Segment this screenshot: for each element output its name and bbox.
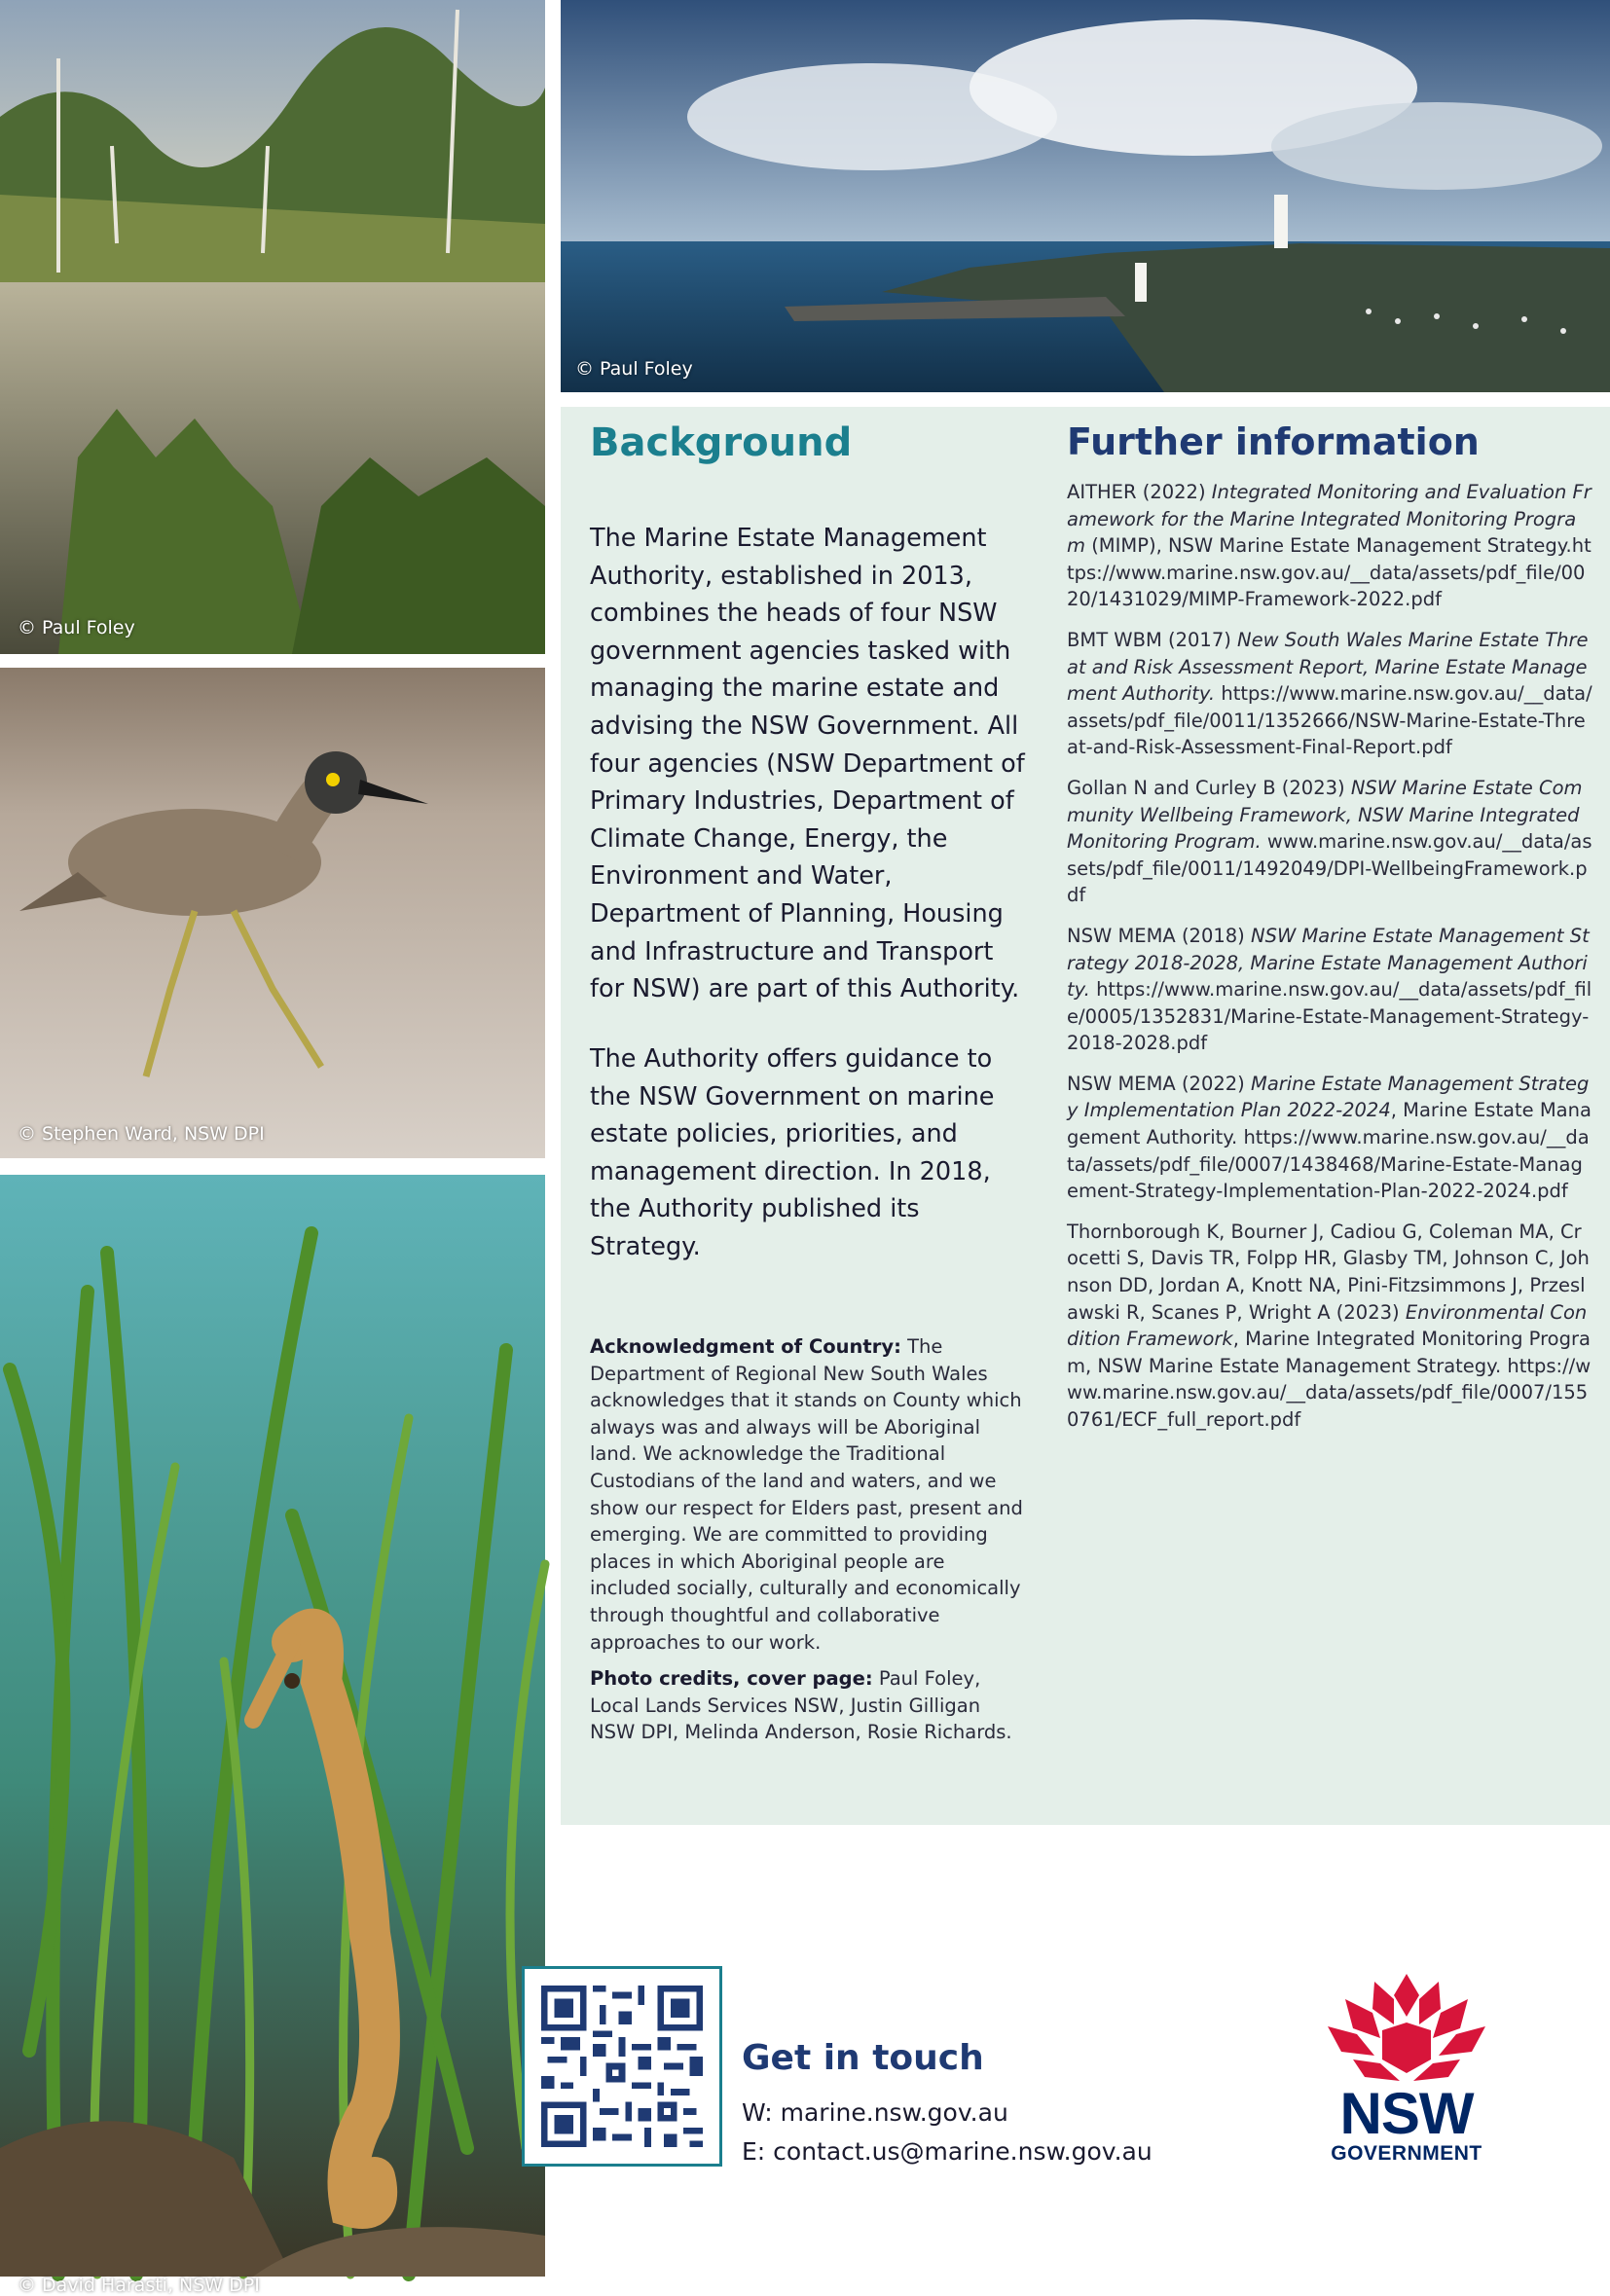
further-information-heading: Further information [1067, 420, 1480, 463]
reference-rest: www.marine.nsw.gov.au/__data/assets/pdf_file/0011/1492049/DPI-WellbeingFramework.pdf [1067, 830, 1592, 907]
photo-credit: © David Harasti, NSW DPI [18, 2275, 260, 2296]
wetland-photo [0, 0, 545, 654]
reference-item [1067, 1219, 1592, 1434]
reference-authors: NSW MEMA (2022) [1067, 1072, 1251, 1095]
reference-item [1067, 923, 1592, 1057]
reference-title: Integrated Monitoring and Evaluation Framework for the Marine Integrated Monitoring Program [1067, 481, 1592, 558]
qr-code-icon [541, 1986, 703, 2147]
photo-credit: © Stephen Ward, NSW DPI [18, 1123, 265, 1145]
qr-code[interactable] [522, 1966, 722, 2167]
logo-government-text: GOVERNMENT [1331, 2142, 1482, 2165]
acknowledgment-label: Acknowledgment of Country: [590, 1335, 901, 1358]
get-in-touch-heading: Get in touch [742, 2038, 984, 2078]
reference-title: Environmental Condition Framework [1067, 1300, 1588, 1351]
reference-rest: (MIMP), NSW Marine Estate Management Strategy.https://www.marine.nsw.gov.au/__data/assets/pdf_file/0020/1431029/MIMP-Framework-2022.pdf [1067, 534, 1592, 611]
background-paragraph-1: The Marine Estate Management Authority, established in 2013, combines the heads of four NSW government agencies tasked with managing the marine estate and advising the NSW Government. All four agencies (NSW Department of Primary Industries, Department of Climate Change, Energy, the Environment and Water, Department of Planning, Housing and Infrastructure and Transport for NSW) are part of this Authority. [590, 524, 1025, 1004]
harbour-photo [561, 0, 1610, 392]
reference-list [1067, 479, 1592, 1447]
acknowledgment-of-country [590, 1333, 1030, 1656]
background-paragraph-2: The Authority offers guidance to the NSW Government on marine estate policies, priorities, and management direction. In 2018, the Authority published its Strategy. [590, 1044, 995, 1261]
reference-authors: BMT WBM (2017) [1067, 628, 1238, 651]
reference-title: NSW Marine Estate Community Wellbeing Framework, NSW Marine Integrated Monitoring Program. [1067, 776, 1583, 854]
reference-rest: , Marine Estate Management Authority. https://www.marine.nsw.gov.au/__data/assets/pdf_file/0007/1438468/Marine-Estate-Management-Strategy-Implementation-Plan-2022-2024.pdf [1067, 1099, 1592, 1203]
reference-item [1067, 627, 1592, 761]
reference-authors: Gollan N and Curley B (2023) [1067, 776, 1351, 799]
reference-rest: https://www.marine.nsw.gov.au/__data/assets/pdf_file/0011/1352666/NSW-Marine-Estate-Threat-and-Risk-Assessment-Final-Report.pdf [1067, 682, 1592, 759]
photo-credits [590, 1665, 1030, 1746]
reference-title: NSW Marine Estate Management Strategy 2018-2028, Marine Estate Management Authority. [1067, 924, 1590, 1002]
reference-rest: https://www.marine.nsw.gov.au/__data/assets/pdf_file/0005/1352831/Marine-Estate-Management-Strategy-2018-2028.pdf [1067, 978, 1592, 1055]
reference-item [1067, 479, 1592, 613]
reference-title: Marine Estate Management Strategy Implementation Plan 2022-2024 [1067, 1072, 1590, 1122]
logo-nsw-text: NSW [1339, 2081, 1474, 2146]
photo-credits-text: Paul Foley, Local Lands Services NSW, Justin Gilligan NSW DPI, Melinda Anderson, Rosie Richards. [590, 1667, 1012, 1744]
acknowledgment-text: The Department of Regional New South Wales acknowledges that it stands on County which always was and always will be Aboriginal land. We acknowledge the Traditional Custodians of the land and waters, and we show our respect for Elders past, present and emerging. We are committed to providing places in which Aboriginal people are included socially, culturally and economically through thoughtful and collaborative approaches to our work. [590, 1335, 1023, 1654]
photo-credits-label: Photo credits, cover page: [590, 1667, 873, 1691]
reference-rest: , Marine Integrated Monitoring Program, NSW Marine Estate Management Strategy. https://www.marine.nsw.gov.au/__data/assets/pdf_file/0007/1550761/ECF_full_report.pdf [1067, 1328, 1592, 1431]
photo-credit: © Paul Foley [18, 617, 135, 638]
email-link[interactable]: E: contact.us@marine.nsw.gov.au [742, 2137, 1153, 2166]
reference-item [1067, 1071, 1592, 1205]
bird-photo [0, 668, 545, 1158]
photo-credit: © Paul Foley [575, 358, 693, 380]
reference-authors: AITHER (2022) [1067, 481, 1212, 503]
acknowledgment-block [590, 1333, 1030, 1756]
background-heading: Background [590, 420, 853, 465]
seahorse-photo [0, 1175, 545, 2296]
nsw-government-logo [1314, 1970, 1499, 2165]
reference-title: New South Wales Marine Estate Threat and Risk Assessment Report, Marine Estate Management Authority. [1067, 628, 1589, 706]
reference-authors: NSW MEMA (2018) [1067, 924, 1251, 947]
reference-item [1067, 775, 1592, 909]
website-link[interactable]: W: marine.nsw.gov.au [742, 2098, 1008, 2127]
waratah-icon [1314, 1970, 1499, 2087]
reference-authors: Thornborough K, Bourner J, Cadiou G, Coleman MA, Crocetti S, Davis TR, Folpp HR, Glasby TM, Johnson C, Johnson DD, Jordan A, Knott NA, Pini-Fitzsimmons J, Przeslawski R, Scanes P, Wright A (2023) [1067, 1220, 1590, 1324]
